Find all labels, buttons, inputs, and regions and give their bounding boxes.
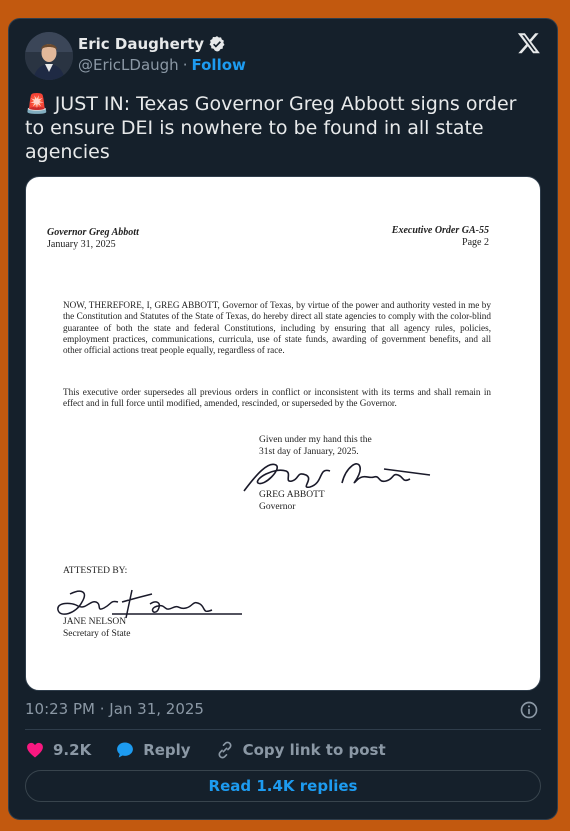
heart-icon — [25, 740, 45, 760]
divider — [25, 729, 541, 730]
reply-bubble-icon — [115, 740, 135, 760]
given-line-1: Given under my hand this the — [259, 435, 372, 445]
attested-by-label: ATTESTED BY: — [63, 566, 128, 576]
x-logo-icon[interactable] — [517, 31, 541, 55]
tweet-timestamp[interactable]: 10:23 PM · Jan 31, 2025 — [25, 700, 204, 718]
read-replies-button[interactable]: Read 1.4K replies — [25, 770, 541, 802]
document-page-number: Page 2 — [462, 237, 489, 248]
like-count: 9.2K — [53, 741, 92, 759]
tweet-media-image[interactable] — [25, 176, 541, 691]
handle-row — [78, 56, 246, 74]
governor-name: GREG ABBOTT — [259, 490, 325, 500]
governor-title: Governor — [259, 502, 296, 512]
document-left-header — [47, 227, 139, 251]
executive-order-document — [26, 177, 540, 690]
document-order-number: Executive Order GA-55 — [391, 225, 489, 236]
tweet-card — [8, 18, 558, 820]
author-handle[interactable]: @EricLDaugh — [78, 56, 179, 74]
author-name[interactable]: Eric Daugherty — [78, 35, 205, 53]
info-icon[interactable] — [519, 700, 539, 720]
verified-badge-icon — [208, 35, 226, 53]
secretary-title: Secretary of State — [63, 629, 131, 639]
avatar[interactable] — [25, 32, 73, 80]
secretary-name: JANE NELSON — [63, 617, 127, 627]
link-icon — [215, 740, 235, 760]
reply-button[interactable] — [115, 740, 190, 760]
reply-label: Reply — [143, 741, 191, 759]
tweet-text: 🚨 JUST IN: Texas Governor Greg Abbott signs order to ensure DEI is nowhere to be found in all state agencies — [25, 93, 517, 163]
secretary-signature-block — [63, 616, 131, 640]
action-bar — [25, 740, 410, 760]
copy-link-label: Copy link to post — [242, 741, 386, 759]
separator-dot: · — [182, 56, 188, 74]
document-right-header — [392, 225, 489, 249]
author-name-row — [78, 35, 226, 53]
document-paragraph-1: NOW, THEREFORE, I, GREG ABBOTT, Governor of Texas, by virtue of the power and authority vested in me by the Constitution and Statutes of the State of Texas, do hereby direct all state agencies to comply with the color-blind guarantee of both the state and federal Constitutions, including by ensuring that all agency rules, policies, employment practices, communications, curricula, use of state funds, awarding of government benefits, and all other official actions treat people equally, regardless of race. — [63, 300, 491, 356]
document-date: January 31, 2025 — [47, 239, 116, 250]
like-button[interactable] — [25, 740, 91, 760]
document-governor-title: Governor Greg Abbott — [47, 227, 139, 238]
follow-button[interactable]: Follow — [191, 56, 246, 74]
given-line-2: 31st day of January, 2025. — [259, 446, 359, 457]
document-paragraph-2: This executive order supersedes all previous orders in conflict or inconsistent with its terms and shall remain in effect and in full force until modified, amended, rescinded, or superseded by the Governor. — [63, 387, 491, 409]
copy-link-button[interactable] — [215, 740, 386, 760]
governor-signature-block — [259, 489, 325, 513]
